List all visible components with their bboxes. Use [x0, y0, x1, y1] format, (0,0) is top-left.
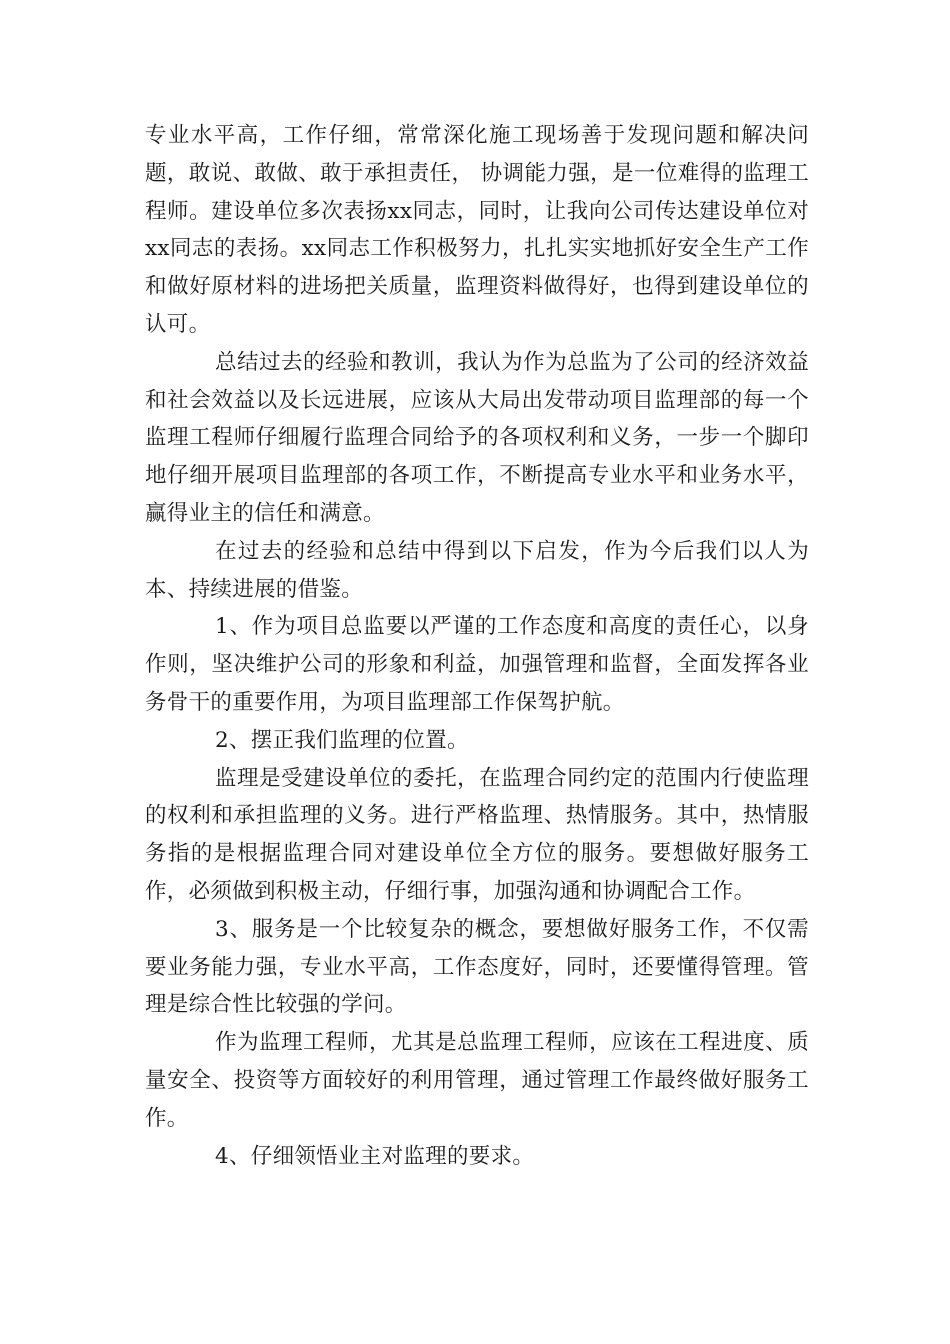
paragraph-8: 作为监理工程师，尤其是总监理工程师，应该在工程进度、质量安全、投资等方面较好的利用管理，通过管理工作最终做好服务工作。	[145, 1030, 809, 1131]
paragraph-7: 3、服务是一个比较复杂的概念，要想做好服务工作，不仅需要业务能力强，专业水平高，工作态度好，同时，还要懂得管理。管理是综合性比较强的学问。	[145, 916, 809, 1018]
paragraph-1: 专业水平高，工作仔细，常常深化施工现场善于发现问题和解决问题，敢说、敢做、敢于承担责任， 协调能力强，是一位难得的监理工程师。建设单位多次表扬xx同志，同时，让我向公司传达建设单位对xx同志的表扬。xx同志工作积极努力，扎扎实实地抓好安全生产工作和做好原材料的进场把关质量，监理资料做得好，也得到建设单位的认可。	[145, 123, 809, 337]
paragraph-2: 总结过去的经验和教训，我认为作为总监为了公司的经济效益和社会效益以及长远进展，应该从大局出发带动项目监理部的每一个监理工程师仔细履行监理合同给予的各项权利和义务，一步一个脚印地仔细开展项目监理部的各项工作，不断提高专业水平和业务水平，赢得业主的信任和满意。	[145, 349, 809, 526]
paragraph-5: 2、摆正我们监理的位置。	[215, 727, 469, 753]
paragraph-6: 监理是受建设单位的委托，在监理合同约定的范围内行使监理的权利和承担监理的义务。进行严格监理、热情服务。其中，热情服务指的是根据监理合同对建设单位全方位的服务。要想做好服务工作，必须做到积极主动，仔细行事，加强沟通和协调配合工作。	[145, 765, 809, 904]
paragraph-3: 在过去的经验和总结中得到以下启发，作为今后我们以人为本、持续进展的借鉴。	[145, 538, 809, 602]
paragraph-9: 4、仔细领悟业主对监理的要求。	[215, 1143, 535, 1169]
document-body	[145, 117, 809, 1175]
paragraph-4: 1、作为项目总监要以严谨的工作态度和高度的责任心，以身作则，坚决维护公司的形象和利益，加强管理和监督，全面发挥各业务骨干的重要作用，为项目监理部工作保驾护航。	[145, 614, 809, 715]
